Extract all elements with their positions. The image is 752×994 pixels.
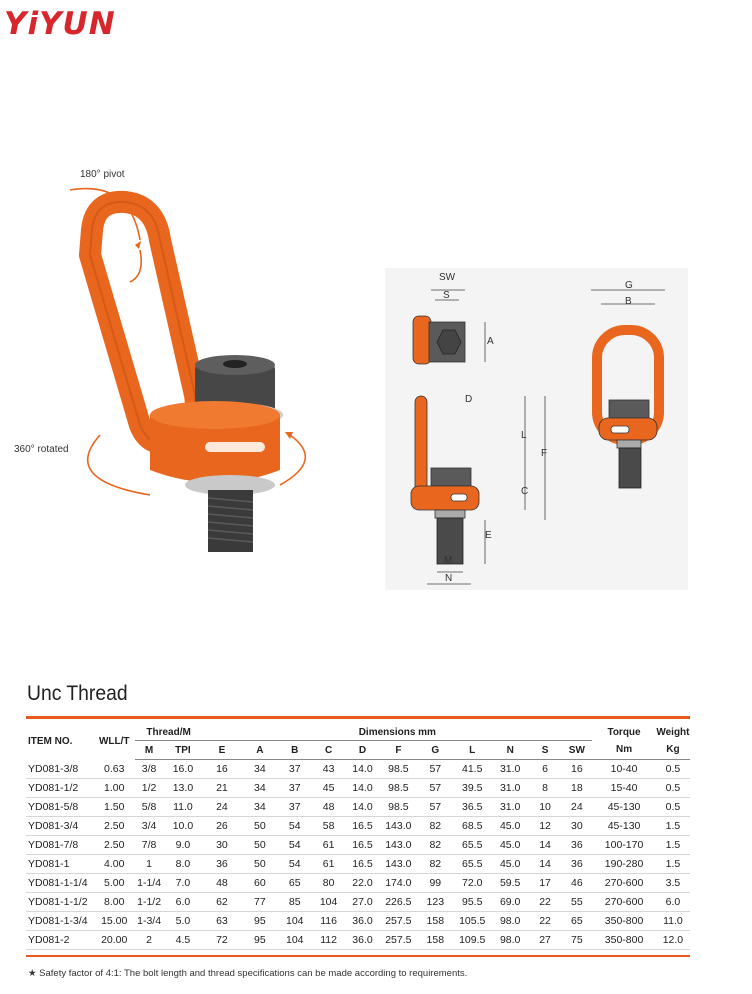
table-cell: 45 — [311, 779, 346, 798]
table-cell: 12.0 — [656, 931, 690, 950]
table-cell: 8.00 — [94, 893, 135, 912]
swivel-hoist-ring-illustration — [0, 150, 360, 590]
table-cell: 37 — [278, 779, 311, 798]
table-cell: 270-600 — [592, 893, 656, 912]
table-cell: 34 — [241, 760, 278, 779]
table-cell: 11.0 — [656, 912, 690, 931]
table-cell: 4.5 — [163, 931, 202, 950]
pivot-label: 180° pivot — [80, 169, 125, 180]
table-cell: 22 — [529, 912, 562, 931]
table-cell: 85 — [278, 893, 311, 912]
subheader-l: L — [453, 741, 492, 760]
table-cell: 18 — [561, 779, 592, 798]
table-cell: 0.5 — [656, 779, 690, 798]
table-cell: 1.5 — [656, 855, 690, 874]
table-row — [26, 931, 690, 950]
dim-label-d: D — [465, 394, 473, 405]
table-row — [26, 779, 690, 798]
table-cell: 13.0 — [163, 779, 202, 798]
table-row — [26, 893, 690, 912]
table-cell: 95 — [241, 912, 278, 931]
table-cell: 45-130 — [592, 798, 656, 817]
table-cell: 2.50 — [94, 836, 135, 855]
table-row — [26, 760, 690, 779]
item-number-cell: YD081-1 — [26, 855, 94, 874]
table-cell: 143.0 — [379, 855, 418, 874]
table-cell: 123 — [418, 893, 453, 912]
table-cell: 46 — [561, 874, 592, 893]
table-cell: 59.5 — [492, 874, 529, 893]
table-cell: 98.0 — [492, 931, 529, 950]
subheader-m: M — [135, 741, 164, 760]
table-cell: 36 — [202, 855, 241, 874]
table-cell: 24 — [561, 798, 592, 817]
table-cell: 63 — [202, 912, 241, 931]
table-cell: 57 — [418, 760, 453, 779]
bottom-rule — [26, 955, 690, 957]
subheader-tpi: TPI — [163, 741, 202, 760]
table-row — [26, 855, 690, 874]
table-cell: 5/8 — [135, 798, 164, 817]
table-cell: 1.5 — [656, 817, 690, 836]
table-cell: 69.0 — [492, 893, 529, 912]
table-cell: 1.00 — [94, 779, 135, 798]
table-cell: 36 — [561, 855, 592, 874]
table-cell: 14.0 — [346, 760, 379, 779]
table-cell: 5.0 — [163, 912, 202, 931]
header-item-no: ITEM NO. — [28, 736, 73, 748]
table-cell: 257.5 — [379, 931, 418, 950]
table-cell: 50 — [241, 817, 278, 836]
table-cell: 50 — [241, 855, 278, 874]
table-cell: 36.5 — [453, 798, 492, 817]
table-cell: 14.0 — [346, 798, 379, 817]
subheader-nm: Nm — [592, 741, 656, 760]
table-cell: 0.5 — [656, 760, 690, 779]
header-wll: WLL/T — [98, 736, 130, 748]
table-cell: 65.5 — [453, 836, 492, 855]
dim-label-a: A — [487, 336, 494, 347]
table-cell: 7.0 — [163, 874, 202, 893]
subheader-f: F — [379, 741, 418, 760]
table-cell: 27.0 — [346, 893, 379, 912]
table-cell: 16 — [202, 760, 241, 779]
item-number-cell: YD081-2 — [26, 931, 94, 950]
table-row — [26, 798, 690, 817]
subheader-sw: SW — [561, 741, 592, 760]
table-cell: 20.00 — [94, 931, 135, 950]
table-cell: 37 — [278, 798, 311, 817]
table-cell: 1-3/4 — [135, 912, 164, 931]
table-cell: 16.5 — [346, 817, 379, 836]
table-cell: 0.5 — [656, 798, 690, 817]
table-row — [26, 874, 690, 893]
table-cell: 4.00 — [94, 855, 135, 874]
top-rule — [26, 716, 690, 719]
table-cell: 104 — [278, 912, 311, 931]
table-cell: 31.0 — [492, 760, 529, 779]
table-cell: 61 — [311, 855, 346, 874]
table-cell: 1-1/4 — [135, 874, 164, 893]
dim-label-c: C — [521, 486, 529, 497]
table-cell: 190-280 — [592, 855, 656, 874]
table-cell: 17 — [529, 874, 562, 893]
table-cell: 16.5 — [346, 855, 379, 874]
table-cell: 48 — [202, 874, 241, 893]
subheader-e: E — [202, 741, 241, 760]
table-cell: 104 — [311, 893, 346, 912]
table-cell: 41.5 — [453, 760, 492, 779]
table-cell: 30 — [561, 817, 592, 836]
table-cell: 10 — [529, 798, 562, 817]
table-cell: 3/4 — [135, 817, 164, 836]
table-cell: 9.0 — [163, 836, 202, 855]
table-cell: 1.50 — [94, 798, 135, 817]
table-cell: 11.0 — [163, 798, 202, 817]
dim-label-sw: SW — [439, 272, 456, 283]
product-photo — [0, 150, 360, 590]
table-cell: 158 — [418, 912, 453, 931]
table-cell: 36 — [561, 836, 592, 855]
table-row — [26, 817, 690, 836]
footnote: ★ Safety factor of 4:1: The bolt length and thread specifications can be made according to requirements. — [28, 968, 468, 979]
dim-label-m: M — [444, 555, 453, 566]
table-cell: 50 — [241, 836, 278, 855]
table-cell: 174.0 — [379, 874, 418, 893]
dim-label-s: S — [443, 290, 450, 301]
table-cell: 65 — [278, 874, 311, 893]
table-cell: 5.00 — [94, 874, 135, 893]
item-number-cell: YD081-1-1/2 — [26, 893, 94, 912]
table-cell: 270-600 — [592, 874, 656, 893]
table-cell: 6.0 — [163, 893, 202, 912]
dim-label-f: F — [541, 448, 548, 459]
header-weight: Weight — [656, 726, 690, 738]
table-cell: 1 — [135, 855, 164, 874]
table-cell: 98.0 — [492, 912, 529, 931]
table-cell: 10-40 — [592, 760, 656, 779]
table-cell: 12 — [529, 817, 562, 836]
table-cell: 37 — [278, 760, 311, 779]
brand-logo: YiYUN — [4, 6, 116, 42]
table-cell: 16.0 — [163, 760, 202, 779]
item-number-cell: YD081-1-3/4 — [26, 912, 94, 931]
table-cell: 116 — [311, 912, 346, 931]
dimension-drawing — [385, 268, 688, 590]
table-cell: 3.5 — [656, 874, 690, 893]
item-number-cell: YD081-5/8 — [26, 798, 94, 817]
table-cell: 15-40 — [592, 779, 656, 798]
subheader-c: C — [311, 741, 346, 760]
table-cell: 61 — [311, 836, 346, 855]
table-row — [26, 836, 690, 855]
table-cell: 8 — [529, 779, 562, 798]
table-cell: 22.0 — [346, 874, 379, 893]
table-cell: 350-800 — [592, 912, 656, 931]
table-cell: 350-800 — [592, 931, 656, 950]
table-cell: 68.5 — [453, 817, 492, 836]
table-cell: 34 — [241, 779, 278, 798]
table-cell: 43 — [311, 760, 346, 779]
table-cell: 54 — [278, 855, 311, 874]
table-cell: 82 — [418, 817, 453, 836]
table-cell: 65.5 — [453, 855, 492, 874]
rotate-label: 360° rotated — [14, 444, 69, 455]
header-dimensions: Dimensions mm — [202, 724, 592, 741]
table-cell: 36.0 — [346, 912, 379, 931]
table-cell: 7/8 — [135, 836, 164, 855]
subheader-kg: Kg — [656, 741, 690, 760]
table-cell: 82 — [418, 855, 453, 874]
dimension-diagram — [385, 268, 688, 590]
subheader-d: D — [346, 741, 379, 760]
table-cell: 14 — [529, 855, 562, 874]
table-cell: 30 — [202, 836, 241, 855]
subheader-a: A — [241, 741, 278, 760]
table-cell: 77 — [241, 893, 278, 912]
table-cell: 98.5 — [379, 760, 418, 779]
table-cell: 54 — [278, 836, 311, 855]
table-cell: 24 — [202, 798, 241, 817]
table-cell: 14 — [529, 836, 562, 855]
table-cell: 80 — [311, 874, 346, 893]
header-thread: Thread/M — [135, 724, 203, 741]
item-number-cell: YD081-3/4 — [26, 817, 94, 836]
table-cell: 31.0 — [492, 779, 529, 798]
dim-label-b: B — [625, 296, 632, 307]
table-cell: 8.0 — [163, 855, 202, 874]
table-cell: 1-1/2 — [135, 893, 164, 912]
table-cell: 72.0 — [453, 874, 492, 893]
arrow-head-icon — [135, 241, 141, 249]
spec-table — [26, 724, 690, 950]
table-cell: 62 — [202, 893, 241, 912]
table-cell: 21 — [202, 779, 241, 798]
table-cell: 112 — [311, 931, 346, 950]
table-cell: 98.5 — [379, 779, 418, 798]
table-cell: 14.0 — [346, 779, 379, 798]
table-cell: 1/2 — [135, 779, 164, 798]
table-cell: 57 — [418, 798, 453, 817]
table-cell: 45-130 — [592, 817, 656, 836]
table-cell: 95.5 — [453, 893, 492, 912]
dim-label-l: L — [521, 430, 527, 441]
table-cell: 2 — [135, 931, 164, 950]
table-cell: 34 — [241, 798, 278, 817]
table-cell: 104 — [278, 931, 311, 950]
dim-label-g: G — [625, 280, 633, 291]
table-cell: 22 — [529, 893, 562, 912]
table-cell: 105.5 — [453, 912, 492, 931]
item-number-cell: YD081-1-1/4 — [26, 874, 94, 893]
table-cell: 82 — [418, 836, 453, 855]
table-cell: 72 — [202, 931, 241, 950]
table-cell: 45.0 — [492, 836, 529, 855]
table-cell: 65 — [561, 912, 592, 931]
table-cell: 6 — [529, 760, 562, 779]
table-cell: 31.0 — [492, 798, 529, 817]
header-torque: Torque — [607, 726, 641, 738]
dim-label-n: N — [445, 573, 453, 584]
table-cell: 48 — [311, 798, 346, 817]
spec-table-body — [26, 760, 690, 950]
item-number-cell: YD081-1/2 — [26, 779, 94, 798]
table-cell: 99 — [418, 874, 453, 893]
table-cell: 143.0 — [379, 836, 418, 855]
table-cell: 36.0 — [346, 931, 379, 950]
table-cell: 109.5 — [453, 931, 492, 950]
table-cell: 10.0 — [163, 817, 202, 836]
item-number-cell: YD081-7/8 — [26, 836, 94, 855]
table-cell: 1.5 — [656, 836, 690, 855]
table-cell: 0.63 — [94, 760, 135, 779]
table-cell: 16 — [561, 760, 592, 779]
item-number-cell: YD081-3/8 — [26, 760, 94, 779]
section-title: Unc Thread — [27, 682, 128, 705]
table-cell: 257.5 — [379, 912, 418, 931]
subheader-b: B — [278, 741, 311, 760]
table-cell: 26 — [202, 817, 241, 836]
subheader-g: G — [418, 741, 453, 760]
table-cell: 57 — [418, 779, 453, 798]
table-cell: 98.5 — [379, 798, 418, 817]
table-cell: 6.0 — [656, 893, 690, 912]
table-cell: 75 — [561, 931, 592, 950]
table-cell: 45.0 — [492, 817, 529, 836]
table-cell: 58 — [311, 817, 346, 836]
table-cell: 2.50 — [94, 817, 135, 836]
table-cell: 3/8 — [135, 760, 164, 779]
subheader-n: N — [492, 741, 529, 760]
table-cell: 100-170 — [592, 836, 656, 855]
table-cell: 226.5 — [379, 893, 418, 912]
dim-label-e: E — [485, 530, 492, 541]
table-cell: 45.0 — [492, 855, 529, 874]
table-cell: 60 — [241, 874, 278, 893]
table-cell: 54 — [278, 817, 311, 836]
table-cell: 39.5 — [453, 779, 492, 798]
table-cell: 55 — [561, 893, 592, 912]
table-row — [26, 912, 690, 931]
table-cell: 158 — [418, 931, 453, 950]
table-cell: 15.00 — [94, 912, 135, 931]
table-cell: 27 — [529, 931, 562, 950]
table-cell: 16.5 — [346, 836, 379, 855]
table-cell: 95 — [241, 931, 278, 950]
subheader-s: S — [529, 741, 562, 760]
table-cell: 143.0 — [379, 817, 418, 836]
